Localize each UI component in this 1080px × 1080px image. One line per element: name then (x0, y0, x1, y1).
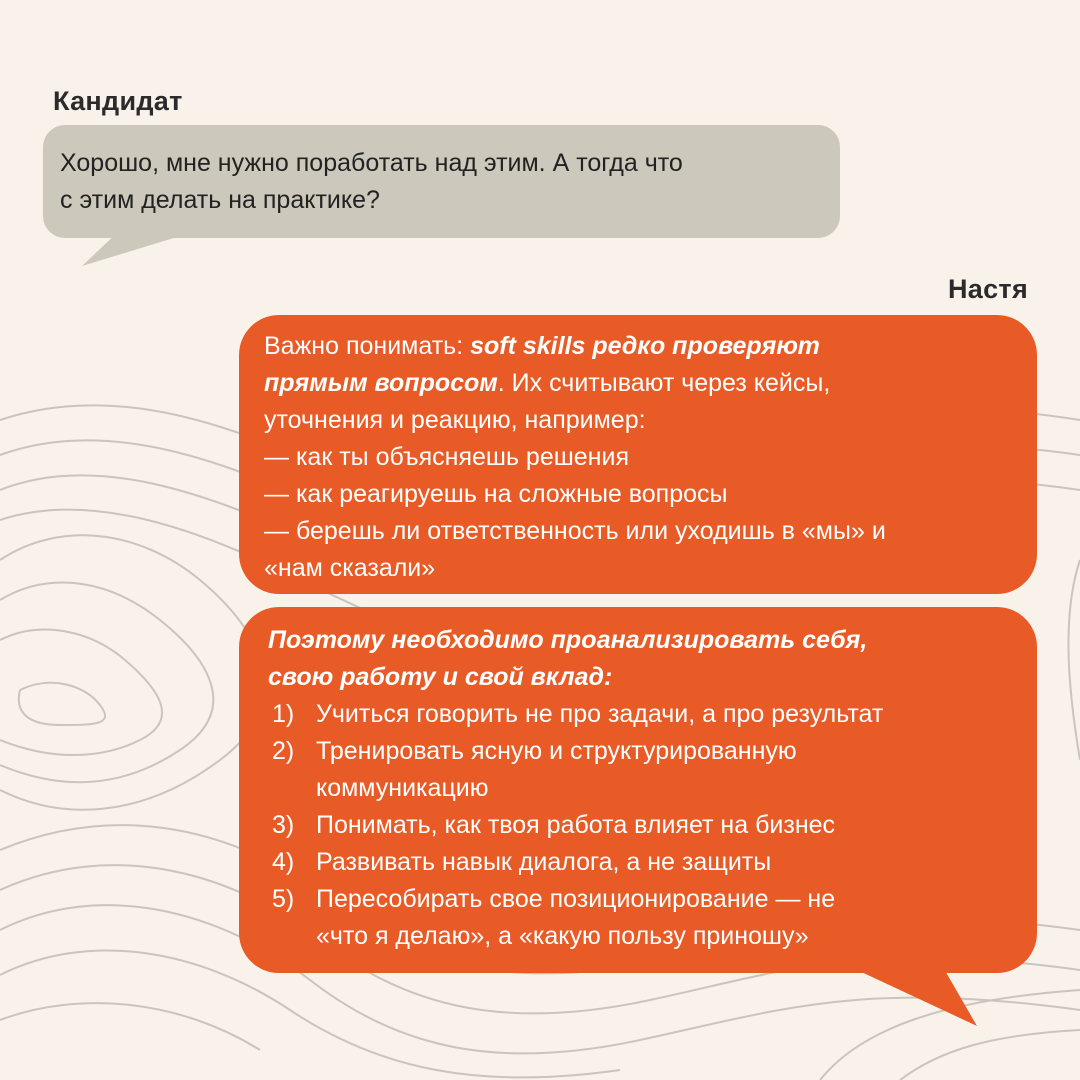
message-line: уточнения и реакцию, например: (264, 406, 646, 434)
list-item-text: Пересобирать свое позиционирование — не (316, 885, 836, 913)
list-item (268, 733, 1017, 807)
list-heading: свою работу и свой вклад: (268, 663, 613, 691)
list-item (268, 807, 1017, 844)
nastya-message-bubble-2 (239, 607, 1037, 973)
candidate-message-line: с этим делать на практике? (60, 186, 380, 214)
candidate-message-bubble (43, 125, 840, 238)
list-item-text: Понимать, как твоя работа влияет на бизнес (316, 811, 836, 839)
candidate-message-line: Хорошо, мне нужно поработать над этим. А тогда что (60, 149, 683, 177)
nastya-name: Настя (947, 274, 1028, 304)
message-line (264, 365, 1017, 402)
list-item (268, 696, 1017, 733)
bullet-item: — как ты объясняешь решения (264, 443, 629, 471)
list-item-text: «что я делаю», а «какую пользу приношу» (316, 922, 809, 950)
intro-text: Важно понимать: (264, 332, 471, 360)
bullet-item: — берешь ли ответственность или уходишь в «мы» и (264, 517, 886, 545)
list-item (268, 881, 1017, 955)
recommendation-list (268, 696, 1017, 955)
list-item-text: коммуникацию (316, 774, 489, 802)
list-item-text: Учиться говорить не про задачи, а про результат (316, 700, 884, 728)
bullet-item: — как реагируешь на сложные вопросы (264, 480, 728, 508)
list-number: 5) (272, 885, 295, 913)
list-item (268, 844, 1017, 881)
list-item-text: Тренировать ясную и структурированную (316, 737, 797, 765)
list-number: 2) (272, 737, 295, 765)
bullet-item: «нам сказали» (264, 554, 436, 582)
list-number: 4) (272, 848, 295, 876)
list-heading: Поэтому необходимо проанализировать себя, (268, 626, 868, 654)
list-number: 3) (272, 811, 295, 839)
nastya-message-bubble-1 (239, 315, 1037, 594)
message-text: . Их считывают через кейсы, (497, 369, 831, 397)
emphasis-text: soft skills редко проверяют (470, 332, 820, 360)
list-item-text: Развивать навык диалога, а не защиты (316, 848, 772, 876)
list-number: 1) (272, 700, 295, 728)
candidate-name: Кандидат (53, 86, 183, 116)
emphasis-text: прямым вопросом (264, 369, 498, 397)
message-line (264, 328, 1017, 365)
